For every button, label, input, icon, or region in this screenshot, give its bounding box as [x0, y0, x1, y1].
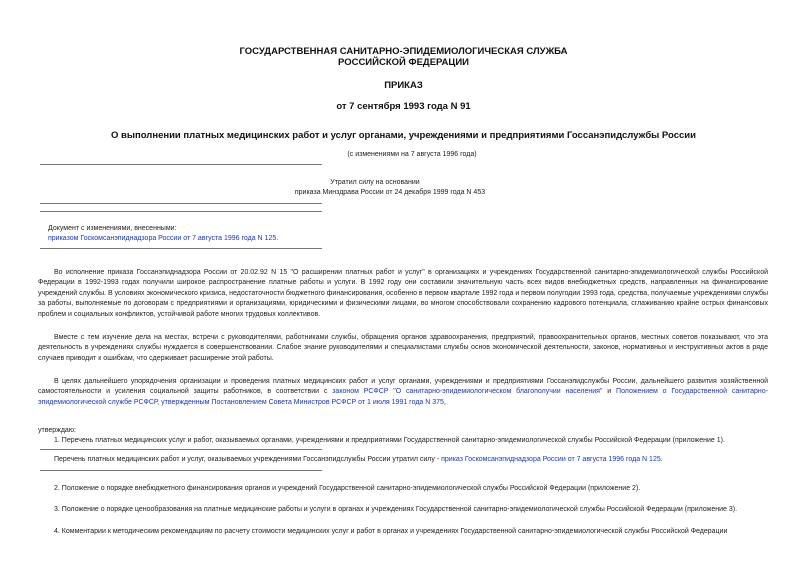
- regulation-link[interactable]: Положением о Государственной санитарно-эпидемиологической службе РСФСР, утвержденным Постановлением Совета Министров РСФСР от 1 июля 1991 года N 375: [38, 388, 768, 406]
- approve-label: утверждаю:: [38, 427, 76, 434]
- approve-item-2: 2. Положение о порядке внебюджетного финансирования органов и учреждений Государственной санитарно-эпидемиологической службы Российской Федерации (приложение 2).: [54, 485, 641, 492]
- lost-force-end: .: [660, 456, 663, 463]
- divider: [40, 203, 322, 204]
- changes-order-link[interactable]: приказом Госкомсанэпиднадзора России от 7 августа 1996 года N 125.: [48, 235, 279, 242]
- approve-item-3: 3. Положение о порядке ценообразования на платные медицинские работы и услуги в органах и учреждениях Государственной санитарно-эпидемиологической службы Российской Федерации (приложение 3).: [54, 506, 738, 513]
- agency-name-line1: ГОСУДАРСТВЕННАЯ САНИТАРНО-ЭПИДЕМИОЛОГИЧЕСКАЯ СЛУЖБА: [239, 46, 568, 57]
- approve-item-4: 4. Комментарии к методическим рекомендациям по расчету стоимости медицинских услуг и работ в органах и учреждениях Государственной санитарно-эпидемиологической службы Российской Федерации: [54, 528, 728, 535]
- lost-force-note: [38, 455, 768, 465]
- paragraph-2: Вместе с тем изучение дела на местах, встречи с руководителями, работниками службы, обращения органов здравоохранения, предприятий, правоохранительных органов, местных советов показывают, что эта деятельность в учреждениях службы нуждается в совершенствовании. Слабое знание руководителями и специалистами службы основ экономической деятельности, законов, нормативных и инструктивных актов в ряде случаев приводит к ошибкам, что сдерживает расширение этой работы.: [38, 334, 768, 362]
- divider: [40, 248, 322, 249]
- document-type: ПРИКАЗ: [384, 80, 423, 91]
- changes-note: [48, 234, 328, 244]
- divider: [40, 470, 322, 471]
- status-line2: приказа Минздрава России от 24 декабря 1999 года N 453: [294, 189, 486, 196]
- lost-force-order-link[interactable]: приказ Госкомсанэпиднадзора России от 7 августа 1996 года N 125: [441, 456, 661, 463]
- document-date: от 7 сентября 1993 года N 91: [336, 101, 471, 112]
- paragraph-1: Во исполнение приказа Госсанэпиднадзора России от 20.02.92 N 15 "О расширении платных работ и услуг" в организациях и учреждениях Государственной санитарно-эпидемиологической службы Российской Федерации в 1992-1993 годах получили широкое распространение платные работы и услуги. В 1992 году они составили значительную часть всех видов внебюджетных средств, направленных на финансирование учреждений службы. В условиях экономического кризиса, недостаточности бюджетного финансирования, особенно в первом квартале 1992 года и первом полугодии 1993 года, средства, получаемые учреждениями службы за работы, выполняемые по договорам с предприятиями и организациями, юридическими и физическими лицами, во многом способствовали сохранению кадрового потенциала, сглаживанию крайне острых финансовых проблем и социальных конфликтов, устойчивой работе многих трудовых коллективов.: [38, 269, 768, 318]
- lost-force-text: Перечень платных медицинских работ и услуг, оказываемых учреждениями Госсанэпидслужбы России утратил силу -: [54, 456, 440, 463]
- document-title: О выполнении платных медицинских работ и услуг органами, учреждениями и предприятиями Госсанэпидслужбы России: [111, 130, 696, 141]
- divider: [40, 449, 322, 450]
- paragraph-3-and: и: [607, 388, 612, 396]
- divider: [40, 164, 322, 165]
- amendments-note: (с изменениями на 7 августа 1996 года): [347, 151, 477, 158]
- paragraph-3-end: ,: [443, 398, 446, 406]
- paragraph-3: [38, 377, 768, 408]
- paragraph-3-text: В целях дальнейшего упорядочения организации и проведения платных медицинских работ и услуг органами, учреждениями и предприятиями Госсанэпидслужбы России, дальнейшего развития хозяйственной самостоятельности и усиления социальной защиты работников, в соответствии с: [38, 378, 768, 396]
- divider: [40, 211, 322, 212]
- agency-name-line2: РОССИЙСКОЙ ФЕДЕРАЦИИ: [337, 57, 469, 68]
- status-line1: Утратил силу на основании: [330, 179, 420, 186]
- sanitary-law-link[interactable]: законом РСФСР "О санитарно-эпидемиологическом благополучии населения": [332, 388, 603, 396]
- changes-note-label: Документ с изменениями, внесенными:: [48, 225, 177, 232]
- approve-item-1: 1. Перечень платных медицинских услуг и работ, оказываемых органами, учреждениями и предприятиями Государственной санитарно-эпидемиологической службы Российской Федерации (приложение 1).: [54, 437, 725, 444]
